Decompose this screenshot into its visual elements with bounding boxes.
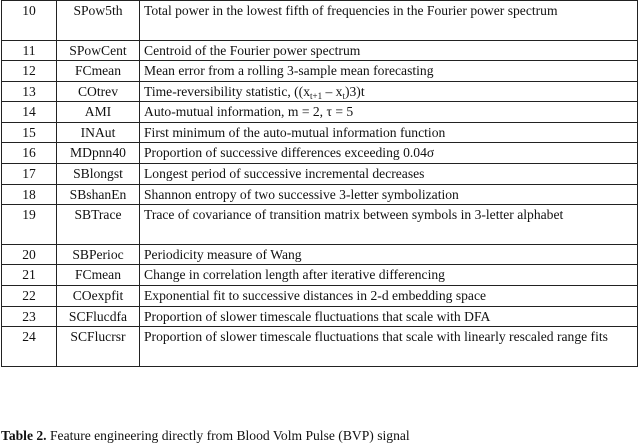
row-index: 23 — [2, 306, 57, 327]
feature-description: Total power in the lowest fifth of frequencies in the Fourier power spectrum — [140, 1, 638, 41]
feature-name: FCmean — [57, 265, 140, 286]
table-row — [2, 40, 638, 61]
feature-description: Longest period of successive incremental decreases — [140, 164, 638, 185]
table-row — [2, 306, 638, 327]
table-row — [2, 143, 638, 164]
feature-name: SBshanEn — [57, 184, 140, 205]
feature-description: Mean error from a rolling 3-sample mean forecasting — [140, 61, 638, 82]
table-row — [2, 102, 638, 123]
row-index: 10 — [2, 1, 57, 41]
feature-name: MDpnn40 — [57, 143, 140, 164]
row-index: 19 — [2, 205, 57, 245]
row-index: 16 — [2, 143, 57, 164]
feature-description: Proportion of successive differences exceeding 0.04σ — [140, 143, 638, 164]
feature-description: Trace of covariance of transition matrix between symbols in 3-letter alphabet — [140, 205, 638, 245]
row-index: 12 — [2, 61, 57, 82]
feature-name: SPowCent — [57, 40, 140, 61]
feature-name: SBlongst — [57, 164, 140, 185]
caption-label: Table 2. — [1, 428, 47, 443]
row-index: 18 — [2, 184, 57, 205]
caption-text: Feature engineering directly from Blood Volm Pulse (BVP) signal — [46, 428, 410, 443]
table-row — [2, 184, 638, 205]
feature-description: Shannon entropy of two successive 3-letter symbolization — [140, 184, 638, 205]
feature-name: COexpfit — [57, 285, 140, 306]
feature-description: Proportion of slower timescale fluctuations that scale with linearly rescaled range fits — [140, 327, 638, 367]
row-index: 11 — [2, 40, 57, 61]
feature-description — [140, 81, 638, 102]
table-caption — [1, 427, 410, 444]
table-row — [2, 61, 638, 82]
table-row — [2, 164, 638, 185]
table-row — [2, 327, 638, 367]
row-index: 13 — [2, 81, 57, 102]
table-row — [2, 285, 638, 306]
feature-description: Periodicity measure of Wang — [140, 244, 638, 265]
feature-name: SPow5th — [57, 1, 140, 41]
table-row — [2, 265, 638, 286]
feature-name: INAut — [57, 122, 140, 143]
feature-table-body — [2, 1, 638, 367]
feature-description: Proportion of slower timescale fluctuations that scale with DFA — [140, 306, 638, 327]
table-row — [2, 205, 638, 245]
feature-name: SBPerioc — [57, 244, 140, 265]
row-index: 15 — [2, 122, 57, 143]
feature-description: Change in correlation length after iterative differencing — [140, 265, 638, 286]
feature-table-container — [1, 0, 638, 367]
formula-text: Time-reversibility statistic, $((x_{t+1} - x_t)3)t$ — [144, 83, 365, 101]
row-index: 21 — [2, 265, 57, 286]
feature-description: Exponential fit to successive distances in 2-d embedding space — [140, 285, 638, 306]
table-row — [2, 244, 638, 265]
feature-name: SCFlucrsr — [57, 327, 140, 367]
row-index: 24 — [2, 327, 57, 367]
table-row — [2, 122, 638, 143]
feature-name: AMI — [57, 102, 140, 123]
table-row — [2, 1, 638, 41]
row-index: 22 — [2, 285, 57, 306]
feature-table — [1, 0, 638, 367]
feature-name: FCmean — [57, 61, 140, 82]
feature-name: COtrev — [57, 81, 140, 102]
table-row — [2, 81, 638, 102]
feature-name: SBTrace — [57, 205, 140, 245]
feature-description: First minimum of the auto-mutual information function — [140, 122, 638, 143]
feature-name: SCFlucdfa — [57, 306, 140, 327]
row-index: 14 — [2, 102, 57, 123]
row-index: 17 — [2, 164, 57, 185]
feature-description: Centroid of the Fourier power spectrum — [140, 40, 638, 61]
row-index: 20 — [2, 244, 57, 265]
feature-description: Auto-mutual information, m = 2, τ = 5 — [140, 102, 638, 123]
